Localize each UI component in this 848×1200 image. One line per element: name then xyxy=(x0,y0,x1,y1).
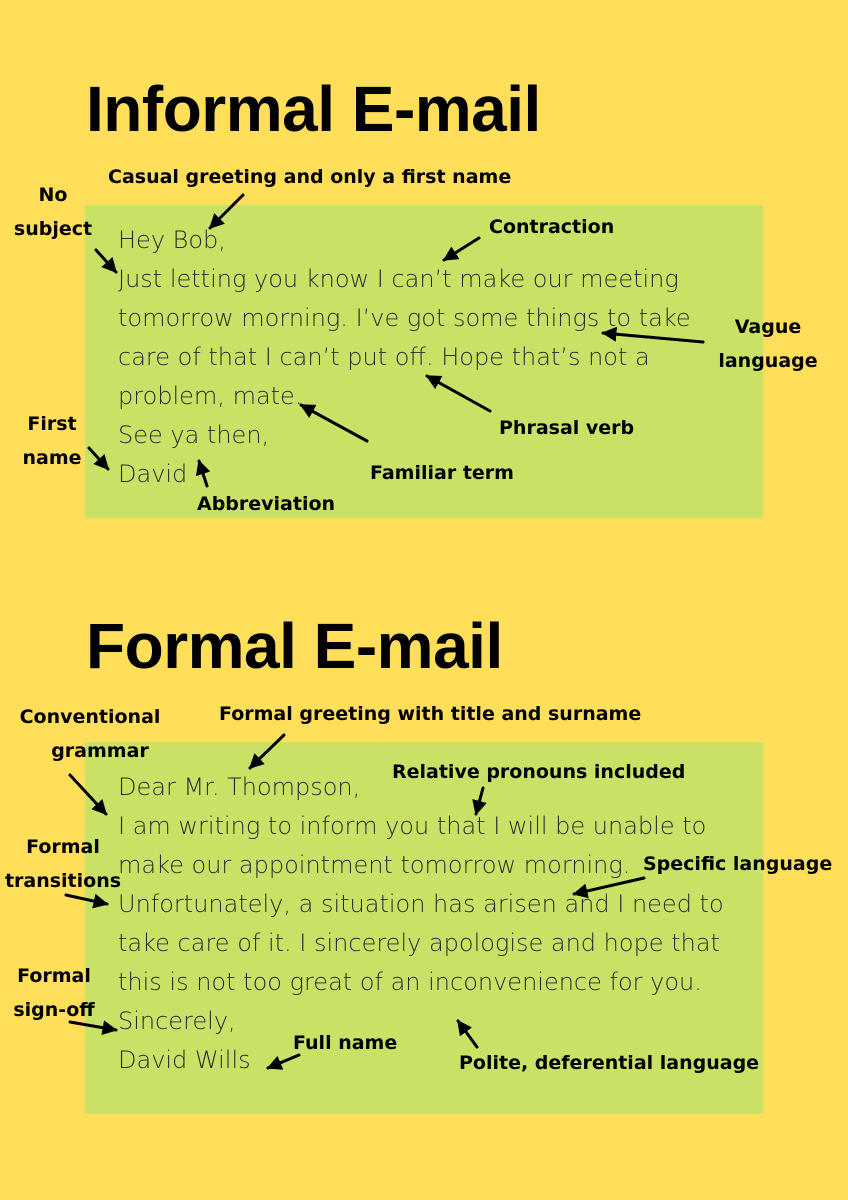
email-line: David Wills xyxy=(118,1046,251,1074)
email-line: See ya then, xyxy=(118,421,270,449)
note-familiar-term: Familiar term xyxy=(370,462,514,484)
email-line: I am writing to inform you that I will be unable to xyxy=(118,812,707,840)
email-line: take care of it. I sincerely apologise and hope that xyxy=(118,929,720,957)
note-casual-greeting: Casual greeting and only a first name xyxy=(108,166,512,188)
note-abbreviation: Abbreviation xyxy=(197,493,336,515)
note-first-name: First name xyxy=(22,413,82,469)
note-full-name: Full name xyxy=(293,1032,398,1054)
note-formal-signoff: Formal sign-off xyxy=(13,965,95,1021)
note-contraction: Contraction xyxy=(489,216,615,238)
email-line: Just letting you know I can’t make our meeting xyxy=(118,265,679,293)
note-polite-language: Polite, deferential language xyxy=(459,1052,760,1074)
email-line: Unfortunately, a situation has arisen and I need to xyxy=(118,890,724,918)
note-formal-transitions: Formal transitions xyxy=(4,836,122,892)
email-line: David xyxy=(118,460,188,488)
email-line: make our appointment tomorrow morning. xyxy=(118,851,631,879)
informal-title: Informal E-mail xyxy=(86,73,541,145)
email-line: problem, mate. xyxy=(118,382,303,410)
informal-email-body xyxy=(118,221,691,494)
email-line: Dear Mr. Thompson, xyxy=(118,773,361,801)
formal-email-body xyxy=(118,768,724,1080)
email-line: this is not too great of an inconvenience for you. xyxy=(118,968,702,996)
note-formal-greeting: Formal greeting with title and surname xyxy=(219,703,642,725)
note-vague-language: Vague language xyxy=(718,316,818,372)
note-conventional-grammar: Conventional grammar xyxy=(19,706,161,762)
note-relative-pronouns: Relative pronouns included xyxy=(392,761,686,783)
formal-title: Formal E-mail xyxy=(86,610,503,682)
email-line: tomorrow morning. I’ve got some things to take xyxy=(118,304,691,332)
email-line: Sincerely, xyxy=(118,1007,236,1035)
note-no-subject: No subject xyxy=(13,184,93,240)
email-line: care of that I can’t put off. Hope that’s not a xyxy=(118,343,650,371)
email-line: Hey Bob, xyxy=(118,226,226,254)
note-phrasal-verb: Phrasal verb xyxy=(499,417,635,439)
note-specific-language: Specific language xyxy=(643,853,833,875)
